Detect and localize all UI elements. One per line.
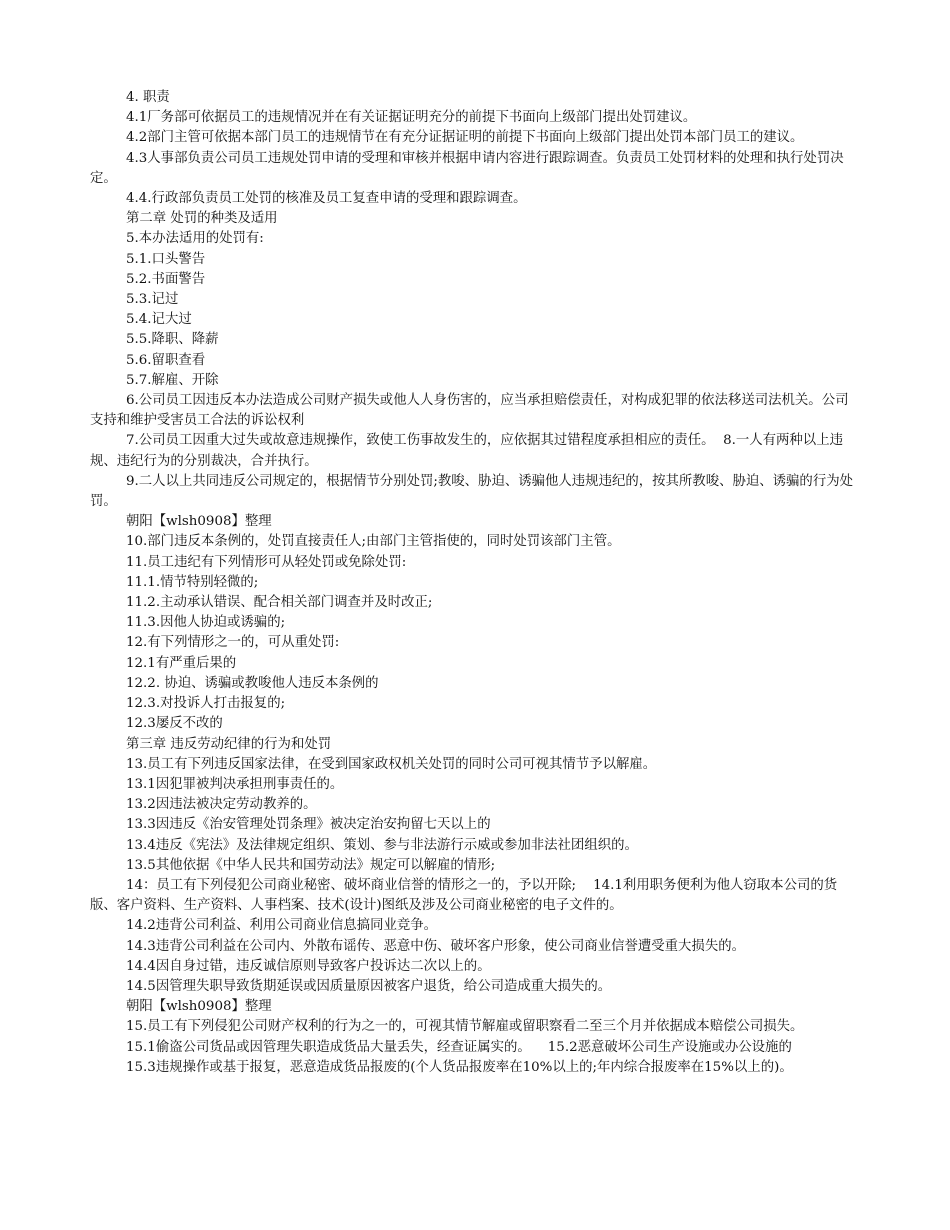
clause-10: 10.部门违反本条例的，处罚直接责任人;由部门主管指使的，同时处罚该部门主管。 bbox=[126, 534, 621, 550]
clause-14-4: 14.4因自身过错，违反诚信原则导致客户投诉达二次以上的。 bbox=[126, 958, 491, 974]
clause-12-1: 12.1有严重后果的 bbox=[126, 655, 237, 671]
section-heading-duties: 4. 职责 bbox=[126, 90, 170, 105]
clause-13-4: 13.4违反《宪法》及法律规定组织、策划、参与非法游行示威或参加非法社团组织的。 bbox=[126, 837, 638, 853]
clause-12-3b: 12.3屡反不改的 bbox=[126, 716, 223, 732]
clause-15-1-15-2: 15.1偷盗公司货品或因管理失职造成货品大量丢失，经查证属实的。 15.2恶意破坏公司生产设施或办公设施的 bbox=[126, 1039, 792, 1055]
clause-11-2: 11.2.主动承认错误、配合相关部门调查并及时改正; bbox=[126, 595, 433, 611]
compiler-note: 朝阳【wlsh0908】整理 bbox=[126, 999, 272, 1015]
clause-5-7: 5.7.解雇、开除 bbox=[126, 372, 219, 388]
clause-14-14-1: 14：员工有下列侵犯公司商业秘密、破坏商业信誉的情形之一的，予以开除; 14.1利用职务便利为他人窃取本公司的货版、客户资料、生产资料、人事档案、技术(设计)图纸及涉及公司商业秘密的电子文件的。 bbox=[90, 877, 838, 914]
clause-5-3: 5.3.记过 bbox=[126, 292, 179, 308]
clause-15-3: 15.3违规操作或基于报复，恶意造成货品报废的(个人货品报废率在10%以上的;年内综合报废率在15%以上的)。 bbox=[126, 1059, 793, 1075]
clause-14-3: 14.3违背公司利益在公司内、外散布谣传、恶意中伤、破坏客户形象，使公司商业信誉遭受重大损失的。 bbox=[126, 938, 745, 954]
clause-12: 12.有下列情形之一的，可从重处罚: bbox=[126, 635, 340, 651]
clause-13-2: 13.2因违法被决定劳动教养的。 bbox=[126, 797, 317, 813]
clause-13-5: 13.5其他依据《中华人民共和国劳动法》规定可以解雇的情形; bbox=[126, 857, 496, 873]
clause-5-1: 5.1.口头警告 bbox=[126, 251, 206, 267]
clause-14-5: 14.5因管理失职导致货期延误或因质量原因被客户退货，给公司造成重大损失的。 bbox=[126, 978, 612, 994]
compiler-note: 朝阳【wlsh0908】整理 bbox=[126, 514, 272, 530]
clause-13-1: 13.1因犯罪被判决承担刑事责任的。 bbox=[126, 776, 344, 792]
clause-5-2: 5.2.书面警告 bbox=[126, 271, 206, 287]
clause-7-8: 7.公司员工因重大过失或故意违规操作，致使工伤事故发生的，应依据其过错程度承担相应的责任。 8.一人有两种以上违规、违纪行为的分别裁决，合并执行。 bbox=[90, 433, 843, 469]
document-body bbox=[90, 88, 858, 1078]
clause-5: 5.本办法适用的处罚有: bbox=[126, 231, 264, 247]
clause-5-5: 5.5.降职、降薪 bbox=[126, 332, 219, 348]
clause-14-2: 14.2违背公司利益、利用公司商业信息搞同业竞争。 bbox=[126, 918, 438, 934]
clause-9: 9.二人以上共同违反公司规定的，根据情节分别处罚;教唆、胁迫、诱骗他人违规违纪的，按其所教唆、胁迫、诱骗的行为处罚。 bbox=[90, 473, 853, 510]
clause-11-1: 11.1.情节特别轻微的; bbox=[126, 574, 259, 590]
clause-4-1: 4.1厂务部可依据员工的违规情况并在有关证据证明充分的前提下书面向上级部门提出处罚建议。 bbox=[126, 110, 697, 126]
clause-13-3: 13.3因违反《治安管理处罚条理》被决定治安拘留七天以上的 bbox=[126, 817, 491, 833]
clause-11: 11.员工违纪有下列情形可从轻处罚或免除处罚: bbox=[126, 554, 407, 570]
clause-13: 13.员工有下列违反国家法律，在受到国家政权机关处罚的同时公司可视其情节予以解雇。 bbox=[126, 756, 657, 772]
chapter-3-heading: 第三章 违反劳动纪律的行为和处罚 bbox=[126, 736, 332, 752]
clause-12-3: 12.3.对投诉人打击报复的; bbox=[126, 696, 286, 712]
clause-12-2: 12.2. 协迫、诱骗或教唆他人违反本条例的 bbox=[126, 675, 379, 691]
clause-4-2: 4.2部门主管可依据本部门员工的违规情节在有充分证据证明的前提下书面向上级部门提出处罚本部门员工的建议。 bbox=[126, 130, 804, 146]
clause-4-3: 4.3人事部负责公司员工违规处罚申请的受理和审核并根据申请内容进行跟踪调查。负责员工处罚材料的处理和执行处罚决定。 bbox=[90, 150, 844, 186]
clause-15: 15.员工有下列侵犯公司财产权利的行为之一的，可视其情节解雇或留职察看二至三个月并依据成本赔偿公司损失。 bbox=[126, 1019, 804, 1035]
clause-6: 6.公司员工因违反本办法造成公司财产损失或他人人身伤害的，应当承担赔偿责任，对构成犯罪的依法移送司法机关。公司支持和维护受害员工合法的诉讼权利 bbox=[90, 393, 849, 429]
clause-5-4: 5.4.记大过 bbox=[126, 312, 192, 328]
clause-5-6: 5.6.留职查看 bbox=[126, 352, 206, 368]
clause-11-3: 11.3.因他人协迫或诱骗的; bbox=[126, 615, 286, 631]
chapter-2-heading: 第二章 处罚的种类及适用 bbox=[126, 211, 278, 227]
clause-4-4: 4.4.行政部负责员工处罚的核准及员工复查申请的受理和跟踪调查。 bbox=[126, 191, 527, 207]
